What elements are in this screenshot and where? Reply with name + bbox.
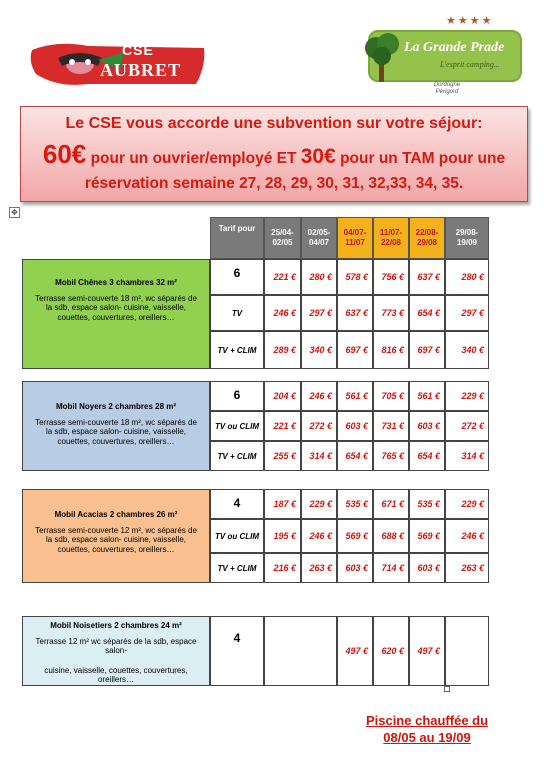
price-cell: 297 €	[301, 295, 337, 331]
price-cell: 731 €	[373, 411, 409, 441]
unit-features: Terrasse semi-couverte 12 m², wc séparés de la sdb, espace salon- cuisine, vaisselle, couettes, couvertures, oreillers…	[35, 525, 197, 554]
price-cell: 535 €	[337, 489, 373, 519]
price-cell: 272 €	[301, 411, 337, 441]
price-cell: 497 €	[409, 616, 445, 686]
unit-title: Mobil Acacias 2 chambres 26 m²	[54, 510, 178, 519]
price-cell: 620 €	[373, 616, 409, 686]
header-period: 22/08-29/08	[409, 217, 445, 259]
banner-amount-tam: 30€	[300, 145, 336, 168]
option-label: TV + CLIM	[210, 553, 264, 583]
unit-title: Mobil Chênes 3 chambres 32 m²	[55, 278, 177, 287]
tree-icon	[362, 28, 402, 84]
price-cell: 246 €	[264, 295, 301, 331]
price-cell: 688 €	[373, 519, 409, 553]
price-cell: 603 €	[337, 411, 373, 441]
price-cell: 340 €	[445, 331, 489, 369]
price-cell: 246 €	[301, 381, 337, 411]
price-cell: 204 €	[264, 381, 301, 411]
unit-features: Terrasse semi-couverte 18 m², wc séparés de la sdb, espace salon- cuisine, vaisselle, couettes, couvertures, oreillers…	[35, 417, 197, 446]
camping-logo	[362, 14, 532, 106]
price-cell: 697 €	[409, 331, 445, 369]
price-cell: 603 €	[337, 553, 373, 583]
header-period: 25/04-02/05	[264, 217, 301, 259]
price-cell: 263 €	[445, 553, 489, 583]
banner-line1: Le CSE vous accorde une subvention sur votre séjour:	[65, 115, 483, 132]
option-label: TV	[210, 295, 264, 331]
price-cell: 569 €	[337, 519, 373, 553]
price-cell: 714 €	[373, 553, 409, 583]
table-resize-handle[interactable]	[444, 686, 450, 692]
price-cell: 195 €	[264, 519, 301, 553]
price-cell: 756 €	[373, 259, 409, 295]
price-cell: 671 €	[373, 489, 409, 519]
price-cell: 816 €	[373, 331, 409, 369]
price-cell: 263 €	[301, 553, 337, 583]
price-cell: 246 €	[301, 519, 337, 553]
price-cell: 289 €	[264, 331, 301, 369]
pool-notice-line2: 08/05 au 19/09	[383, 730, 471, 745]
price-cell: 705 €	[373, 381, 409, 411]
price-cell: 246 €	[445, 519, 489, 553]
price-cell: 297 €	[445, 295, 489, 331]
header-period: 11/07-22/08	[373, 217, 409, 259]
unit-features: Terrasse semi-couverte 18 m², wc séparés de la sdb, espace salon- cuisine, vaisselle, couettes, couvertures, oreillers…	[35, 293, 197, 322]
price-cell: 229 €	[445, 381, 489, 411]
header-tarif: Tarif pour	[210, 217, 264, 259]
price-cell: 255 €	[264, 441, 301, 471]
price-cell: 578 €	[337, 259, 373, 295]
unit-description	[22, 259, 210, 369]
price-cell: 654 €	[409, 295, 445, 331]
price-cell: 765 €	[373, 441, 409, 471]
price-cell: 654 €	[337, 441, 373, 471]
persons-count: 6	[210, 259, 264, 295]
header-period: 04/07-11/07	[337, 217, 373, 259]
unit-description	[22, 381, 210, 471]
price-cell: 697 €	[337, 331, 373, 369]
persons-count: 4	[210, 616, 264, 686]
price-cell: 561 €	[337, 381, 373, 411]
cse-logo-main-text: AUBRET	[100, 60, 182, 80]
cse-logo-top-text: CSE	[122, 42, 154, 58]
persons-count: 4	[210, 489, 264, 519]
unit-features-line2: cuisine, vaisselle, couettes, couvertures, oreillers…	[44, 665, 188, 684]
unit-description	[22, 616, 210, 686]
camping-subtitle: L'esprit camping...	[440, 60, 500, 69]
option-label: TV + CLIM	[210, 331, 264, 369]
price-cell	[445, 616, 489, 686]
table-move-handle-icon[interactable]: ✥	[9, 207, 20, 218]
unit-title: Mobil Noisetiers 2 chambres 24 m²	[50, 621, 182, 630]
price-cell: 272 €	[445, 411, 489, 441]
price-cell: 637 €	[409, 259, 445, 295]
price-cell: 561 €	[409, 381, 445, 411]
banner-text2: pour un TAM pour une	[335, 150, 506, 167]
banner-text1: pour un ouvrier/employé ET	[86, 150, 301, 167]
price-cell: 497 €	[337, 616, 373, 686]
subsidy-banner	[20, 106, 528, 202]
persons-count: 6	[210, 381, 264, 411]
option-label: TV ou CLIM	[210, 411, 264, 441]
price-cell: 216 €	[264, 553, 301, 583]
option-label: TV + CLIM	[210, 441, 264, 471]
price-cell: 314 €	[301, 441, 337, 471]
price-cell: 603 €	[409, 553, 445, 583]
header-period: 29/08-19/09	[445, 217, 489, 259]
price-cell: 221 €	[264, 259, 301, 295]
price-cell: 773 €	[373, 295, 409, 331]
price-cell	[264, 616, 337, 686]
price-cell: 229 €	[445, 489, 489, 519]
price-cell: 314 €	[445, 441, 489, 471]
price-cell: 637 €	[337, 295, 373, 331]
banner-line3: réservation semaine 27, 28, 29, 30, 31, 32,33, 34, 35.	[84, 175, 464, 192]
unit-title: Mobil Noyers 2 chambres 28 m²	[55, 402, 177, 411]
pool-notice	[348, 712, 506, 746]
banner-line2	[21, 139, 527, 170]
unit-description	[22, 489, 210, 583]
camping-region	[422, 82, 472, 96]
camping-title: La Grande Prade	[404, 40, 505, 55]
price-cell: 280 €	[301, 259, 337, 295]
pool-notice-line1: Piscine chauffée du	[365, 713, 489, 728]
camping-stars: ★★★★	[446, 15, 494, 27]
camping-region-line1: Dordogne	[433, 82, 461, 88]
price-cell: 654 €	[409, 441, 445, 471]
banner-amount-employee: 60€	[42, 139, 87, 169]
price-cell: 535 €	[409, 489, 445, 519]
price-cell: 280 €	[445, 259, 489, 295]
unit-features-line1: Terrasse 12 m² wc séparés de la sdb, espace salon-	[35, 636, 197, 655]
option-label: TV ou CLIM	[210, 519, 264, 553]
cse-logo	[18, 28, 222, 100]
price-cell: 340 €	[301, 331, 337, 369]
camping-region-line2: Périgord	[435, 89, 459, 95]
price-cell: 187 €	[264, 489, 301, 519]
price-cell: 569 €	[409, 519, 445, 553]
header-period: 02/05-04/07	[301, 217, 337, 259]
price-cell: 229 €	[301, 489, 337, 519]
price-cell: 221 €	[264, 411, 301, 441]
price-cell: 603 €	[409, 411, 445, 441]
